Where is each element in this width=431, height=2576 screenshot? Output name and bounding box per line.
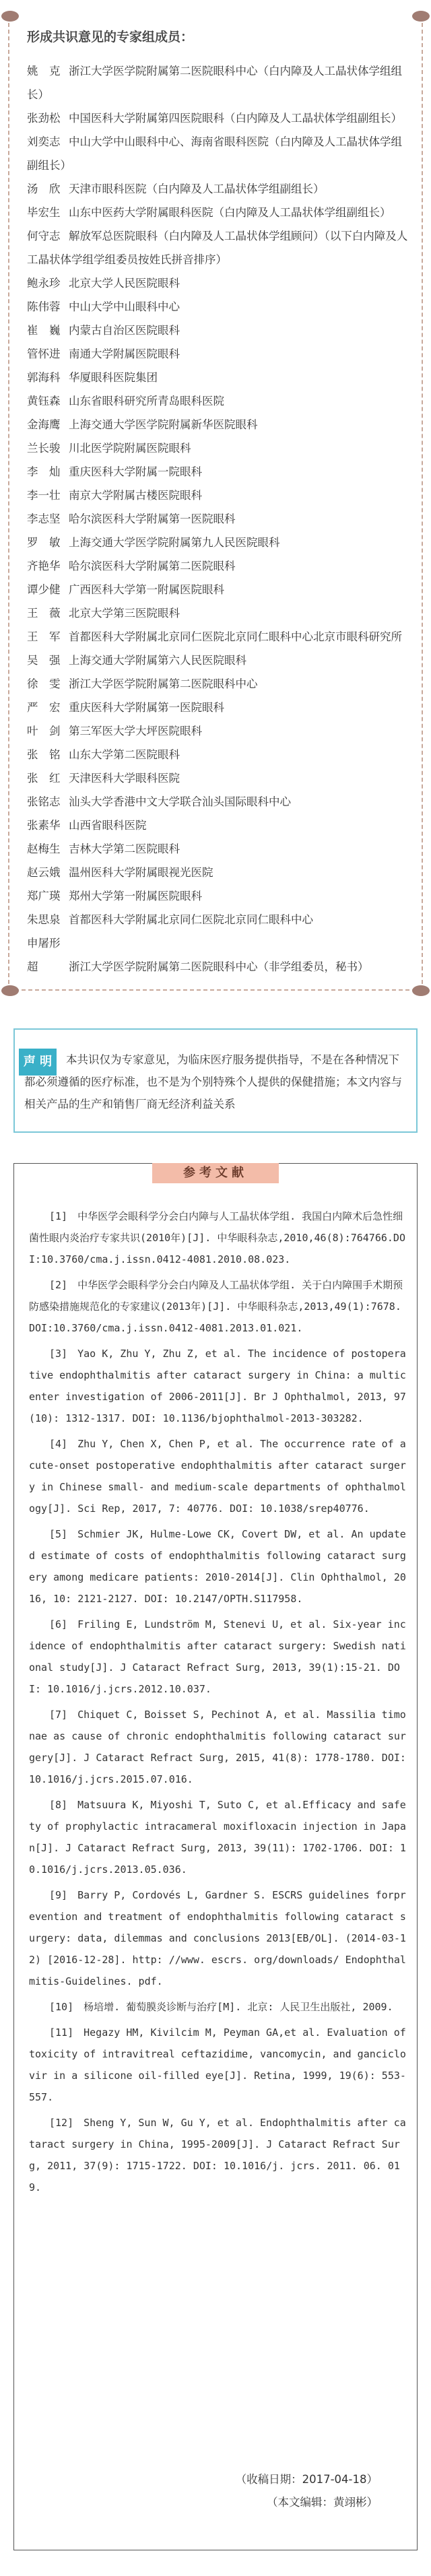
- reference-item: [3] Yao K, Zhu Y, Zhu Z, et al. The incidence of postoperative endophthalmitis after cataract surgery in China: a multicenter investigation of 2006-2011[J]. Br J Ophthalmol, 2013, 97(10): 1312-1317. DOI: 10.1136/bjophthalmol-2013-303282.: [29, 1348, 406, 1424]
- expert-name: 张素华: [27, 819, 61, 832]
- list-item: [27, 295, 409, 319]
- expert-name: 严 宏: [27, 701, 61, 714]
- list-item: [27, 319, 409, 342]
- references-panel: [13, 1163, 418, 2550]
- expert-affiliation: 天津医科大学眼科医院: [69, 772, 180, 785]
- references-list: [29, 1206, 406, 2202]
- expert-name: 鲍永珍: [27, 277, 61, 290]
- expert-affiliation: 内蒙古自治区医院眼科: [69, 324, 180, 337]
- expert-name: 郑广瑛: [27, 890, 61, 902]
- list-item: [27, 578, 409, 601]
- expert-name: 黄钰森: [27, 395, 61, 407]
- expert-name: 陈伟蓉: [27, 300, 61, 313]
- corner-dot-icon: [1, 11, 19, 22]
- expert-affiliation: 汕头大学香港中文大学联合汕头国际眼科中心: [69, 795, 291, 808]
- list-item: [27, 743, 409, 766]
- list-item: [27, 436, 409, 460]
- dashed-border-bottom: [8, 989, 423, 991]
- expert-name: 徐 雯: [27, 678, 61, 690]
- expert-name: 管怀进: [27, 348, 61, 360]
- list-item: [27, 625, 409, 649]
- reference-item: [9] Barry P, Cordovés L, Gardner S. ESCRS guidelines forprevention and treatment of endophthalmitis following cataract surgery: data, dilemmas and conclusions 2013[EB/OL]. (2014-03-12) [2016-12-28]. http: //www. escrs. org/downloads/ Endophthalmitis-Guidelines. pdf.: [29, 1889, 406, 1987]
- reference-item: [12] Sheng Y, Sun W, Gu Y, et al. Endophthalmitis after cataract surgery in China, 1995-2009[J]. J Cataract Refract Surg, 2011, 37(9): 1715-1722. DOI: 10.1016/j. jcrs. 2011. 06. 019.: [29, 2117, 406, 2193]
- list-item: [27, 814, 409, 837]
- list-item: [27, 342, 409, 366]
- list-item: [27, 672, 409, 696]
- references-footer: [236, 2468, 378, 2514]
- expert-affiliation: 浙江大学医学院附属第二医院眼科中心（白内障及人工晶状体学组组长）: [27, 65, 402, 101]
- expert-name: 张劲松: [27, 112, 61, 125]
- list-item: [27, 130, 409, 177]
- list-item: [27, 201, 409, 224]
- list-item: [27, 554, 409, 578]
- list-item: [27, 719, 409, 743]
- corner-dot-icon: [1, 985, 19, 996]
- expert-name: 姚 克: [27, 65, 61, 77]
- list-item: [27, 790, 409, 814]
- expert-affiliation: 北京大学第三医院眼科: [69, 607, 180, 620]
- expert-affiliation: 川北医学院附属医院眼科: [69, 442, 191, 455]
- list-item: [27, 366, 409, 389]
- list-item: [27, 766, 409, 790]
- expert-name: 罗 敏: [27, 536, 61, 549]
- expert-affiliation: 浙江大学医学院附属第二医院眼科中心（非学组委员，秘书）: [69, 960, 369, 973]
- references-heading: 参考文献: [152, 1163, 279, 1183]
- expert-affiliation: 上海交通大学医学院附属第九人民医院眼科: [69, 536, 280, 549]
- expert-affiliation: 温州医科大学附属眼视光医院: [69, 866, 213, 879]
- experts-title: 形成共识意见的专家组成员：: [27, 30, 194, 44]
- expert-affiliation: 浙江大学医学院附属第二医院眼科中心: [69, 678, 258, 690]
- corner-dot-icon: [412, 11, 430, 22]
- expert-name: 吴 强: [27, 654, 61, 667]
- expert-name: 赵云娥: [27, 866, 61, 879]
- list-item: [27, 837, 409, 861]
- expert-name: 王 军: [27, 630, 61, 643]
- expert-affiliation: 上海交通大学附属第六人民医院眼科: [69, 654, 246, 667]
- expert-name: 张铭志: [27, 795, 61, 808]
- expert-affiliation: 吉林大学第二医院眼科: [69, 843, 180, 855]
- received-date: （收稿日期：2017-04-18）: [235, 2473, 378, 2486]
- expert-name: 崔 巍: [27, 324, 61, 337]
- expert-affiliation: 重庆医科大学附属一院眼科: [69, 465, 202, 478]
- expert-affiliation: 南京大学附属古楼医院眼科: [69, 489, 202, 502]
- list-item: [27, 484, 409, 507]
- editor-credit: （本文编辑：黄翊彬）: [267, 2496, 378, 2509]
- list-item: [27, 931, 409, 979]
- statement-label: 声 明: [19, 1049, 57, 1076]
- list-item: [27, 389, 409, 413]
- list-item: [27, 106, 409, 130]
- reference-item: [5] Schmier JK, Hulme-Lowe CK, Covert DW, et al. An updated estimate of costs of endophthalmitis following cataract surgery among medicare patients: 2010-2014[J]. Clin Ophthalmol, 2016, 10: 2121-2127. DOI: 10.2147/OPTH.S117958.: [29, 1528, 406, 1605]
- list-item: [27, 531, 409, 554]
- experts-panel: [7, 12, 424, 999]
- expert-affiliation: 首都医科大学附属北京同仁医院北京同仁眼科中心: [69, 913, 313, 926]
- corner-dot-icon: [412, 985, 430, 996]
- expert-affiliation: 广西医科大学第一附属医院眼科: [69, 583, 224, 596]
- expert-name: 申屠形超: [27, 937, 61, 973]
- expert-affiliation: 华厦眼科医院集团: [69, 371, 158, 384]
- experts-list: [27, 59, 409, 979]
- expert-name: 谭少健: [27, 583, 61, 596]
- expert-name: 何守志: [27, 230, 61, 242]
- list-item: [27, 224, 409, 271]
- list-item: [27, 413, 409, 436]
- list-item: [27, 271, 409, 295]
- expert-affiliation: 郑州大学第一附属医院眼科: [69, 890, 202, 902]
- expert-affiliation: 第三军医大学大坪医院眼科: [69, 725, 202, 737]
- expert-affiliation: 重庆医科大学附属第一医院眼科: [69, 701, 224, 714]
- list-item: [27, 696, 409, 719]
- expert-affiliation: 南通大学附属医院眼科: [69, 348, 180, 360]
- list-item: [27, 177, 409, 201]
- dashed-border-right: [422, 16, 423, 991]
- expert-affiliation: 解放军总医院眼科（白内障及人工晶状体学组顾问）（以下白内障及人工晶状体学组学组委员按姓氏拼音排序）: [27, 230, 408, 266]
- statement-panel: [13, 1028, 418, 1133]
- expert-name: 王 薇: [27, 607, 61, 620]
- expert-affiliation: 哈尔滨医科大学附属第一医院眼科: [69, 513, 236, 525]
- list-item: [27, 59, 409, 106]
- list-item: [27, 649, 409, 672]
- expert-name: 张 红: [27, 772, 61, 785]
- reference-item: [8] Matsuura K, Miyoshi T, Suto C, et al.Efficacy and safety of prophylactic intracameral moxifloxacin injection in Japan[J]. J Cataract Refract Surg, 2013, 39(11): 1702-1706. DOI: 10.1016/j.jcrs.2013.05.036.: [29, 1799, 406, 1876]
- reference-item: [11] Hegazy HM, Kivilcim M, Peyman GA,et al. Evaluation of toxicity of intravitreal ceftazidime, vancomycin, and ganciclovir in a silicone oil-filled eye[J]. Retina, 1999, 19(6): 553-557.: [29, 2026, 406, 2103]
- expert-name: 赵梅生: [27, 843, 61, 855]
- expert-affiliation: 首都医科大学附属北京同仁医院北京同仁眼科中心北京市眼科研究所: [69, 630, 402, 643]
- expert-name: 李志坚: [27, 513, 61, 525]
- expert-name: 叶 剑: [27, 725, 61, 737]
- expert-affiliation: 中国医科大学附属第四医院眼科（白内障及人工晶状体学组副组长）: [69, 112, 402, 125]
- expert-affiliation: 山西省眼科医院: [69, 819, 147, 832]
- expert-name: 郭海科: [27, 371, 61, 384]
- expert-affiliation: 中山大学中山眼科中心、海南省眼科医院（白内障及人工晶状体学组副组长）: [27, 135, 402, 172]
- list-item: [27, 507, 409, 531]
- expert-affiliation: 上海交通大学医学院附属新华医院眼科: [69, 418, 258, 431]
- expert-affiliation: 北京大学人民医院眼科: [69, 277, 180, 290]
- expert-name: 李一壮: [27, 489, 61, 502]
- expert-affiliation: 山东大学第二医院眼科: [69, 748, 180, 761]
- reference-item: [2] 中华医学会眼科学分会白内障及人工晶状体学组. 关于白内障围手术期预防感染措施规范化的专家建议(2013年)[J]. 中华眼科杂志,2013,49(1):7678. DOI:10.3760/cma.j.issn.0412-4081.2013.01.021.: [29, 1279, 403, 1334]
- reference-item: [1] 中华医学会眼科学分会白内障与人工晶状体学组. 我国白内障术后急性细菌性眼内炎治疗专家共识(2010年)[J]. 中华眼科杂志,2010,46(8):764766.DOI:10.3760/cma.j.issn.0412-4081.2010.08.023.: [29, 1210, 405, 1265]
- expert-name: 兰长骏: [27, 442, 61, 455]
- expert-name: 汤 欣: [27, 183, 61, 195]
- list-item: [27, 861, 409, 884]
- expert-name: 金海鹰: [27, 418, 61, 431]
- expert-name: 毕宏生: [27, 206, 61, 219]
- dashed-border-left: [8, 16, 9, 991]
- reference-item: [6] Friling E, Lundström M, Stenevi U, et al. Six-year incidence of endophthalmitis after cataract surgery: Swedish national study[J]. J Cataract Refract Surg, 2013, 39(1):15-21. DOI: 10.1016/j.jcrs.2012.10.037.: [29, 1618, 406, 1695]
- expert-name: 刘奕志: [27, 135, 61, 148]
- reference-item: [7] Chiquet C, Boisset S, Pechinot A, et al. Massilia timonae as cause of chronic endophthalmitis following cataract surgery[J]. J Cataract Refract Surg, 2015, 41(8): 1778-1780. DOI: 10.1016/j.jcrs.2015.07.016.: [29, 1709, 406, 1785]
- statement-text: 本共识仅为专家意见，为临床医疗服务提供指导，不是在各种情况下都必须遵循的医疗标准，也不是为个别特殊个人提供的保健措施；本文内容与相关产品的生产和销售厂商无经济利益关系: [24, 1053, 402, 1111]
- list-item: [27, 884, 409, 908]
- list-item: [27, 601, 409, 625]
- reference-item: [4] Zhu Y, Chen X, Chen P, et al. The occurrence rate of acute-onset postoperative endophthalmitis after cataract surgery in Chinese small- and medium-scale departments of ophthalmology[J]. Sci Rep, 2017, 7: 40776. DOI: 10.1038/srep40776.: [29, 1438, 406, 1515]
- expert-name: 张 铭: [27, 748, 61, 761]
- expert-affiliation: 中山大学中山眼科中心: [69, 300, 180, 313]
- expert-affiliation: 哈尔滨医科大学附属第二医院眼科: [69, 560, 236, 572]
- expert-name: 李 灿: [27, 465, 61, 478]
- reference-item: [10] 杨培增. 葡萄膜炎诊断与治疗[M]. 北京: 人民卫生出版社, 2009.: [49, 2001, 393, 2013]
- list-item: [27, 908, 409, 931]
- expert-name: 齐艳华: [27, 560, 61, 572]
- expert-affiliation: 天津市眼科医院（白内障及人工晶状体学组副组长）: [69, 183, 325, 195]
- expert-affiliation: 山东省眼科研究所青岛眼科医院: [69, 395, 224, 407]
- expert-name: 朱思泉: [27, 913, 61, 926]
- list-item: [27, 460, 409, 484]
- expert-affiliation: 山东中医药大学附属眼科医院（白内障及人工晶状体学组副组长）: [69, 206, 391, 219]
